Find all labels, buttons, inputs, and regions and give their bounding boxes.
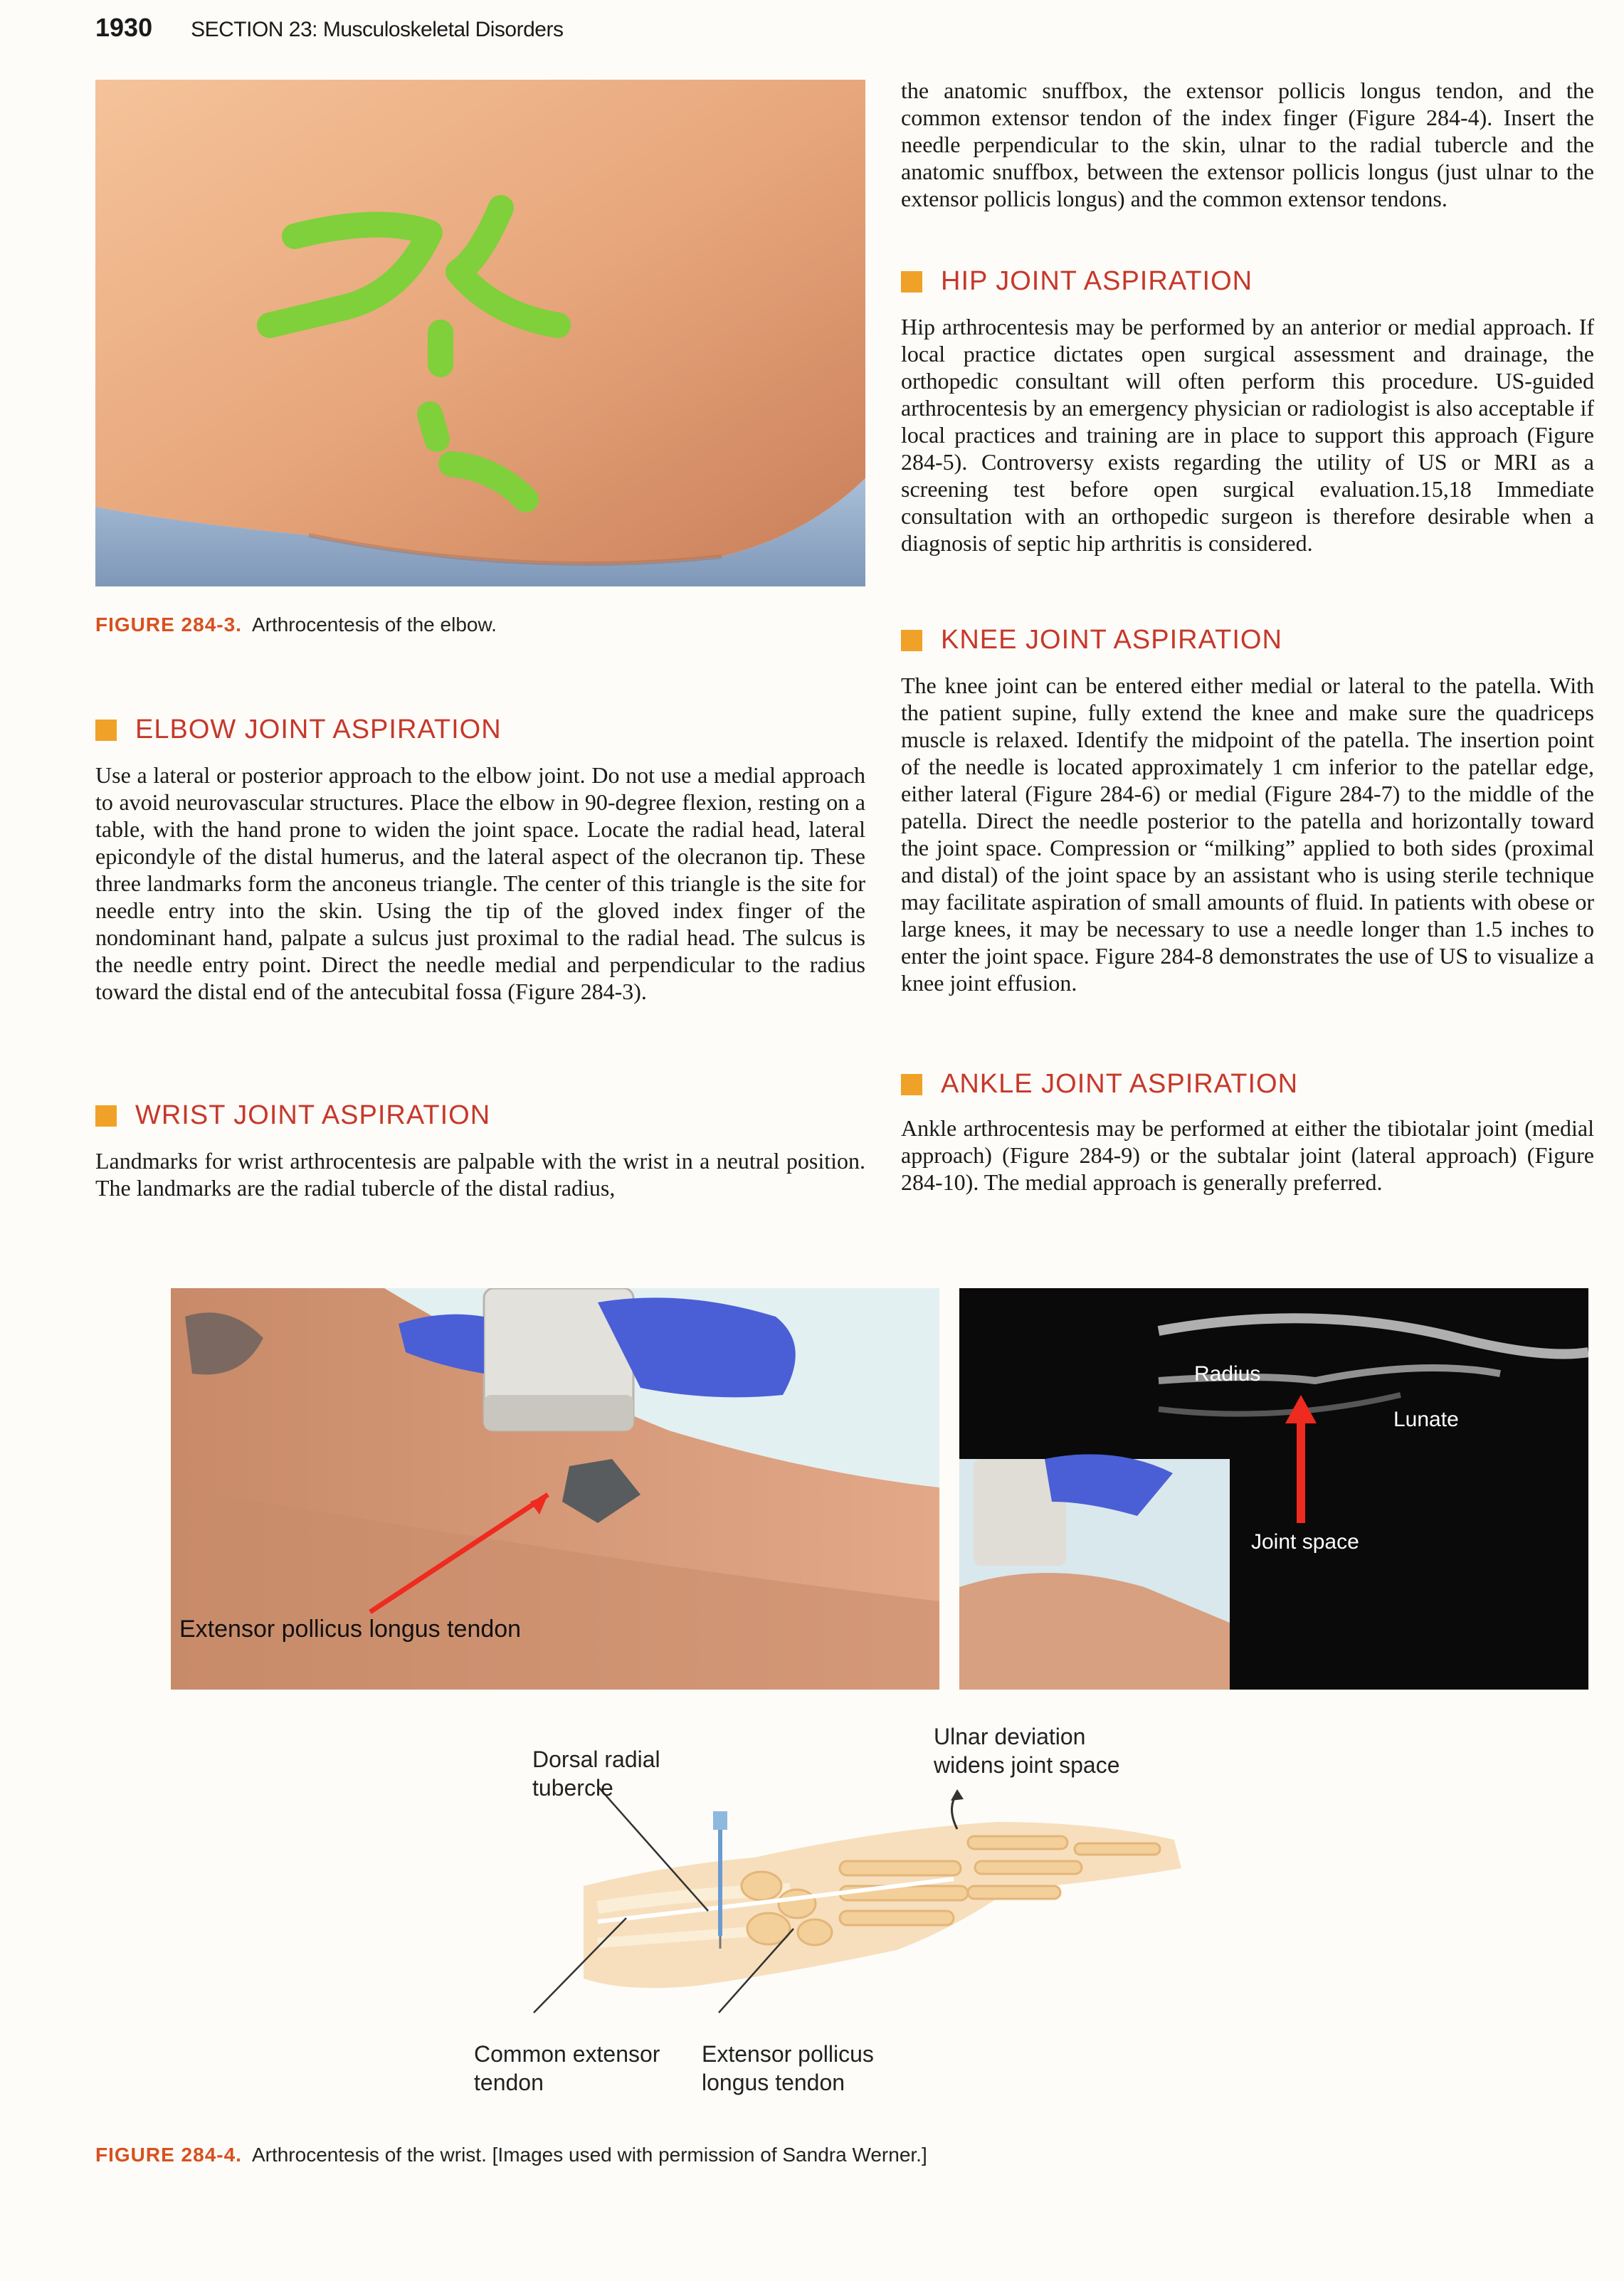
- heading-elbow: [95, 715, 502, 745]
- heading-square-icon: [901, 271, 922, 293]
- photo-label-extensor-pollicus: Extensor pollicus longus tendon: [179, 1616, 522, 1643]
- heading-square-icon: [901, 1074, 922, 1095]
- paragraph-text: Ankle arthrocentesis may be performed at either the tibiotalar joint (medial approach) (Figure 284-9) or the subtalar joint (lateral approach) (Figure 284-10). The medial approach is generally preferred.: [901, 1115, 1594, 1195]
- hip-paragraph: [901, 313, 1594, 557]
- caption-text: Arthrocentesis of the wrist. [Images used with permission of Sandra Werner.]: [251, 2144, 927, 2166]
- knee-paragraph: [901, 672, 1594, 996]
- label-line-1: Dorsal radial: [532, 1747, 660, 1772]
- label-extensor-pollicus-longus-tendon: [702, 2040, 874, 2097]
- us-label-lunate: Lunate: [1393, 1408, 1459, 1431]
- section-title: SECTION 23: Musculoskeletal Disorders: [191, 18, 564, 41]
- figure-284-3-caption: [95, 613, 497, 636]
- label-line-2: longus tendon: [702, 2070, 845, 2095]
- ankle-paragraph: [901, 1115, 1594, 1196]
- heading-text: ANKLE JOINT ASPIRATION: [941, 1069, 1299, 1099]
- us-label-radius: Radius: [1194, 1362, 1261, 1386]
- figure-label: FIGURE 284-4.: [95, 2144, 242, 2166]
- heading-square-icon: [95, 720, 117, 741]
- paragraph-text: Landmarks for wrist arthrocentesis are palpable with the wrist in a neutral position. The landmarks are the radial tubercle of the distal radius,: [95, 1148, 865, 1201]
- heading-text: ELBOW JOINT ASPIRATION: [135, 715, 502, 744]
- figure-284-3-photo: [95, 80, 865, 586]
- heading-text: HIP JOINT ASPIRATION: [941, 266, 1253, 296]
- heading-hip: [901, 266, 1253, 297]
- ultrasound-illustration: [959, 1288, 1588, 1690]
- label-common-extensor-tendon: [474, 2040, 660, 2097]
- heading-square-icon: [901, 630, 922, 651]
- heading-wrist: [95, 1100, 490, 1131]
- elbow-paragraph: [95, 762, 865, 1005]
- heading-knee: [901, 625, 1282, 655]
- paragraph-text: the anatomic snuffbox, the extensor pollicis longus tendon, and the common extensor tendon of the index finger (Figure 284-4). Insert the needle perpendicular to the skin, ulnar to the radial tubercle and the anatomic snuffbox, between the extensor pollicis longus (just ulnar to the extensor pollicis longus) and the common extensor tendons.: [901, 78, 1594, 211]
- paragraph-text: The knee joint can be entered either medial or lateral to the patella. With the patient supine, fully extend the knee and make sure the quadriceps muscle is relaxed. Identify the midpoint of the patella. The insertion point of the needle is located approximately 1 cm inferior to the patellar edge, either lateral (Figure 284-6) or medial (Figure 284-7) to the middle of the patella. Direct the needle posterior to the patella and horizontally toward the joint space. Compression or “milking” applied to both sides (proximal and distal) of the joint space by an assistant who is using sterile technique may facilitate aspiration of small amounts of fluid. In patients with obese or large knees, it may be necessary to use a needle longer than 1.5 inches to enter the joint space. Figure 284-8 demonstrates the use of US to visualize a knee joint effusion.: [901, 673, 1594, 996]
- label-line-2: widens joint space: [934, 1752, 1120, 1778]
- label-dorsal-radial-tubercle: [532, 1745, 660, 1802]
- label-line-1: Common extensor: [474, 2041, 660, 2067]
- wrist-paragraph: [95, 1147, 865, 1201]
- running-head: [95, 13, 563, 43]
- wrist-continued-paragraph: [901, 77, 1594, 212]
- page-number: 1930: [95, 13, 153, 42]
- heading-text: KNEE JOINT ASPIRATION: [941, 625, 1282, 655]
- figure-284-4-wrist-photo: [171, 1288, 939, 1690]
- label-line-1: Extensor pollicus: [702, 2041, 874, 2067]
- figure-284-4-ultrasound: [959, 1288, 1588, 1690]
- wrist-photo-illustration: [171, 1288, 939, 1690]
- elbow-photo-illustration: [95, 80, 865, 586]
- paragraph-text: Use a lateral or posterior approach to the elbow joint. Do not use a medial approach to avoid neurovascular structures. Place the elbow in 90-degree flexion, resting on a table, with the hand prone to widen the joint space. Locate the radial head, lateral epicondyle of the distal humerus, and the lateral aspect of the olecranon tip. These three landmarks form the anconeus triangle. The center of this triangle is the site for needle entry into the skin. Using the tip of the gloved index finger of the nondominant hand, palpate a sulcus just proximal to the radial head. The sulcus is the needle entry point. Direct the needle medial and perpendicular to the radius toward the distal end of the antecubital fossa (Figure 284-3).: [95, 762, 865, 1004]
- figure-284-4-caption: [95, 2144, 927, 2166]
- figure-label: FIGURE 284-3.: [95, 613, 242, 636]
- label-line-2: tendon: [474, 2070, 544, 2095]
- heading-ankle: [901, 1069, 1298, 1100]
- heading-text: WRIST JOINT ASPIRATION: [135, 1100, 491, 1130]
- us-label-joint-space: Joint space: [1251, 1530, 1359, 1554]
- paragraph-text: Hip arthrocentesis may be performed by an anterior or medial approach. If local practice dictates open surgical assessment and drainage, the orthopedic consultant will often perform this procedure. US-guided arthrocentesis by an emergency physician or radiologist is also acceptable if local practices and training are in place to support this approach (Figure 284-5). Controversy exists regarding the utility of US or MRI as a screening test before open surgical evaluation.15,18 Immediate consultation with an orthopedic surgeon is therefore desirable when a diagnosis of septic hip arthritis is considered.: [901, 314, 1594, 556]
- heading-square-icon: [95, 1105, 117, 1127]
- label-line-2: tubercle: [532, 1775, 613, 1801]
- label-line-1: Ulnar deviation: [934, 1724, 1086, 1749]
- label-ulnar-deviation: [934, 1722, 1119, 1779]
- caption-text: Arthrocentesis of the elbow.: [251, 613, 497, 636]
